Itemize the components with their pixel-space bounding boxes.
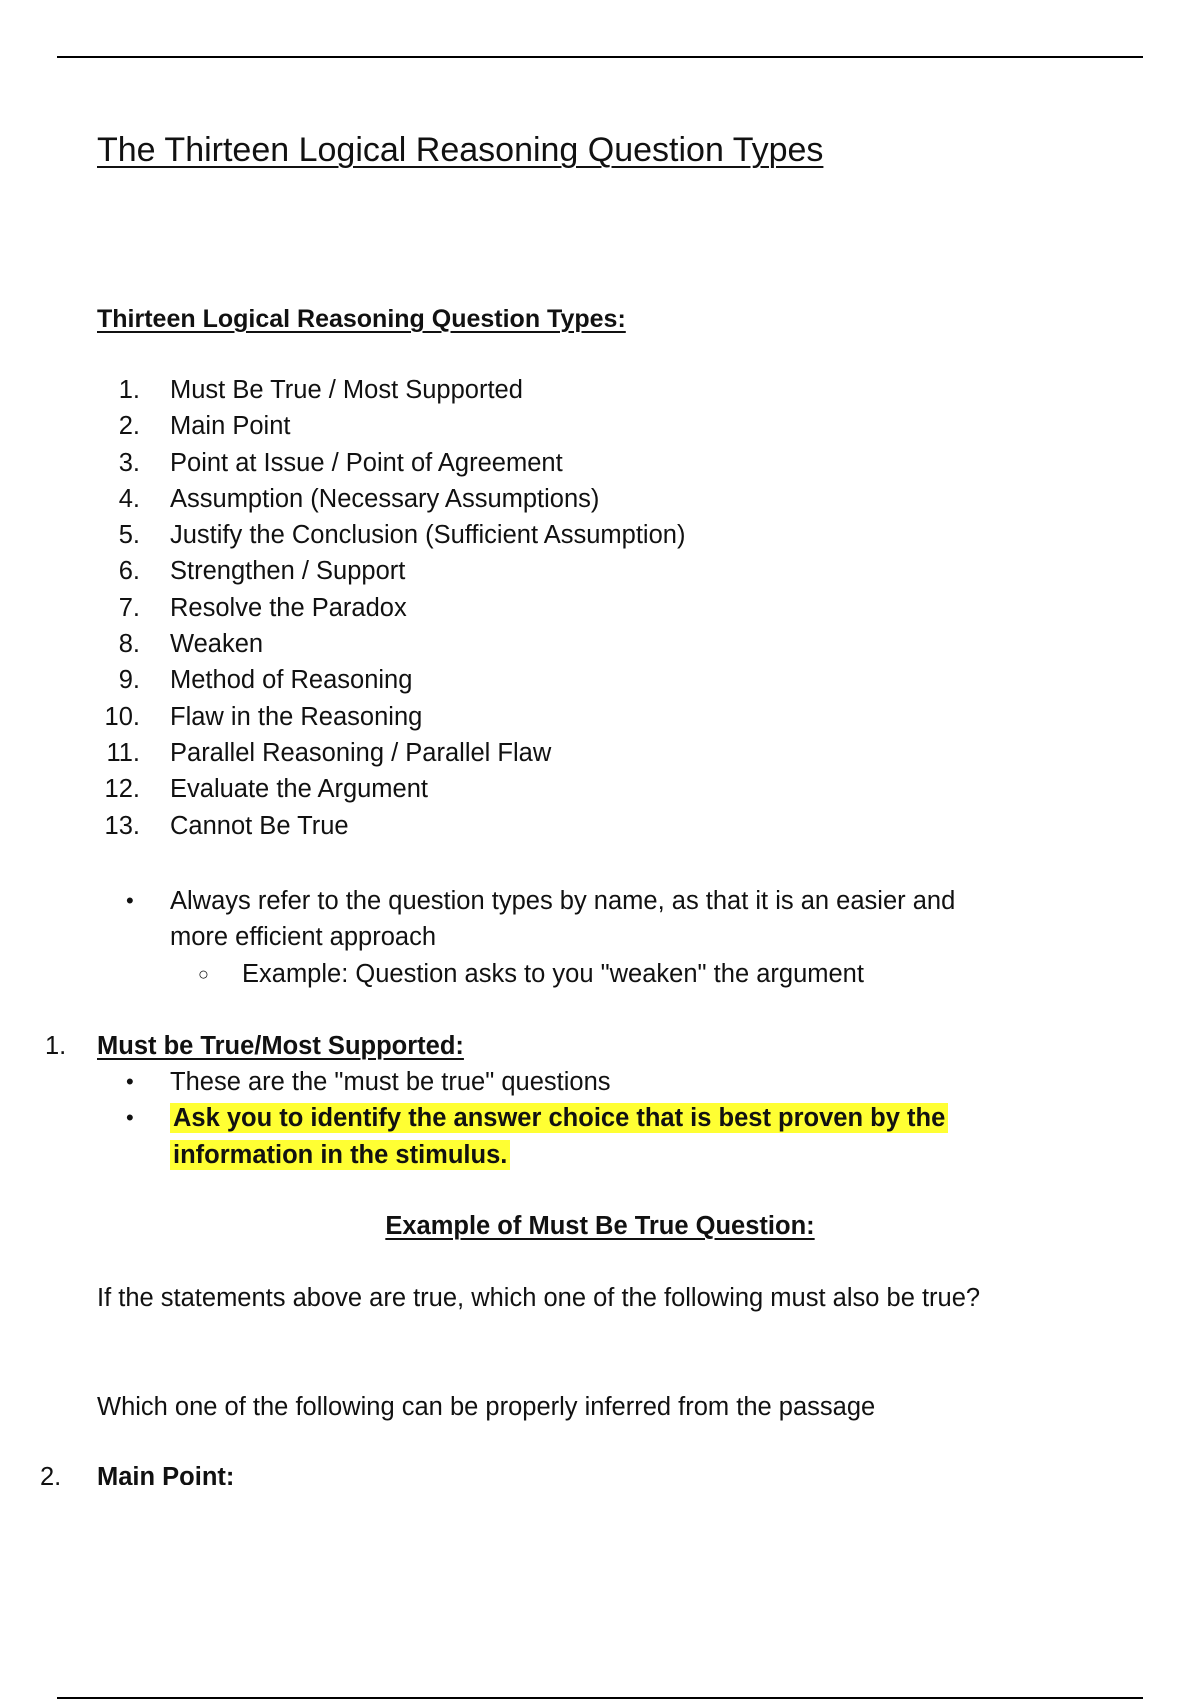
list-item bbox=[90, 372, 523, 408]
top-rule bbox=[57, 56, 1143, 58]
note-sub-text: Example: Question asks to you "weaken" the argument bbox=[242, 959, 864, 988]
list-number: 11. bbox=[106, 738, 140, 767]
example-paragraph: Which one of the following can be properly inferred from the passage bbox=[97, 1393, 876, 1421]
section-title: Main Point: bbox=[97, 1463, 235, 1485]
example-heading: Example of Must Be True Question: bbox=[385, 1212, 815, 1240]
list-item bbox=[90, 408, 291, 444]
circle-bullet-icon: ○ bbox=[198, 963, 209, 984]
highlighted-text: Ask you to identify the answer choice that is best proven by the information in the stimulus. bbox=[170, 1103, 948, 1169]
bullet-text: These are the "must be true" questions bbox=[170, 1068, 611, 1096]
list-number: 10. bbox=[104, 702, 140, 731]
list-item bbox=[90, 481, 600, 517]
bullet-icon: • bbox=[126, 888, 134, 913]
section-1-bullets bbox=[120, 1064, 960, 1173]
section-number: 1. bbox=[45, 1032, 67, 1060]
note-text: Always refer to the question types by name, as that it is an easier and more efficient approach bbox=[170, 887, 956, 952]
bottom-rule bbox=[57, 1697, 1143, 1699]
list-item bbox=[90, 517, 686, 553]
list-label: Weaken bbox=[170, 630, 264, 659]
list-label: Parallel Reasoning / Parallel Flaw bbox=[170, 738, 552, 767]
example-paragraph: If the statements above are true, which one of the following must also be true? bbox=[97, 1284, 981, 1312]
list-number: 2. bbox=[118, 412, 140, 441]
document-title: The Thirteen Logical Reasoning Question Types bbox=[97, 131, 824, 169]
section-1-heading bbox=[45, 1028, 464, 1064]
list-item bbox=[90, 445, 563, 481]
section-title: Must be True/Most Supported: bbox=[97, 1032, 464, 1060]
bullet-icon: • bbox=[126, 1105, 134, 1131]
list-number: 4. bbox=[118, 484, 140, 513]
list-label: Evaluate the Argument bbox=[170, 775, 429, 804]
list-item bbox=[90, 590, 407, 626]
list-label: Justify the Conclusion (Sufficient Assumption) bbox=[170, 521, 686, 550]
list-number: 13. bbox=[104, 811, 140, 840]
list-label: Strengthen / Support bbox=[170, 557, 406, 586]
list-heading: Thirteen Logical Reasoning Question Types: bbox=[97, 305, 626, 333]
list-item bbox=[90, 735, 552, 771]
list-number: 3. bbox=[118, 448, 140, 477]
list-number: 12. bbox=[104, 775, 140, 804]
list-label: Main Point bbox=[170, 412, 291, 441]
list-number: 5. bbox=[118, 521, 140, 550]
note-block bbox=[120, 883, 960, 992]
question-types-list bbox=[90, 372, 686, 844]
list-item bbox=[90, 626, 264, 662]
list-number: 6. bbox=[118, 557, 140, 586]
list-number: 9. bbox=[118, 666, 140, 695]
list-label: Must Be True / Most Supported bbox=[170, 376, 523, 404]
section-2-heading-cutoff bbox=[40, 1463, 440, 1485]
list-label: Flaw in the Reasoning bbox=[170, 702, 423, 731]
note-sub-bullet bbox=[120, 956, 960, 992]
list-item bbox=[90, 808, 349, 844]
list-item bbox=[90, 553, 406, 589]
list-label: Resolve the Paradox bbox=[170, 593, 407, 622]
section-number: 2. bbox=[40, 1463, 62, 1485]
list-number: 8. bbox=[118, 630, 140, 659]
list-item bbox=[90, 771, 429, 807]
bullet-icon: • bbox=[126, 1069, 134, 1094]
list-label: Point at Issue / Point of Agreement bbox=[170, 448, 563, 477]
list-item bbox=[90, 699, 423, 735]
note-bullet bbox=[120, 883, 960, 956]
list-label: Cannot Be True bbox=[170, 811, 349, 840]
list-label: Assumption (Necessary Assumptions) bbox=[170, 484, 600, 513]
list-number: 7. bbox=[118, 593, 140, 622]
section-bullet-highlighted bbox=[120, 1100, 960, 1173]
section-bullet bbox=[120, 1064, 960, 1100]
list-number: 1. bbox=[118, 376, 140, 404]
list-label: Method of Reasoning bbox=[170, 666, 413, 695]
list-item bbox=[90, 662, 413, 698]
